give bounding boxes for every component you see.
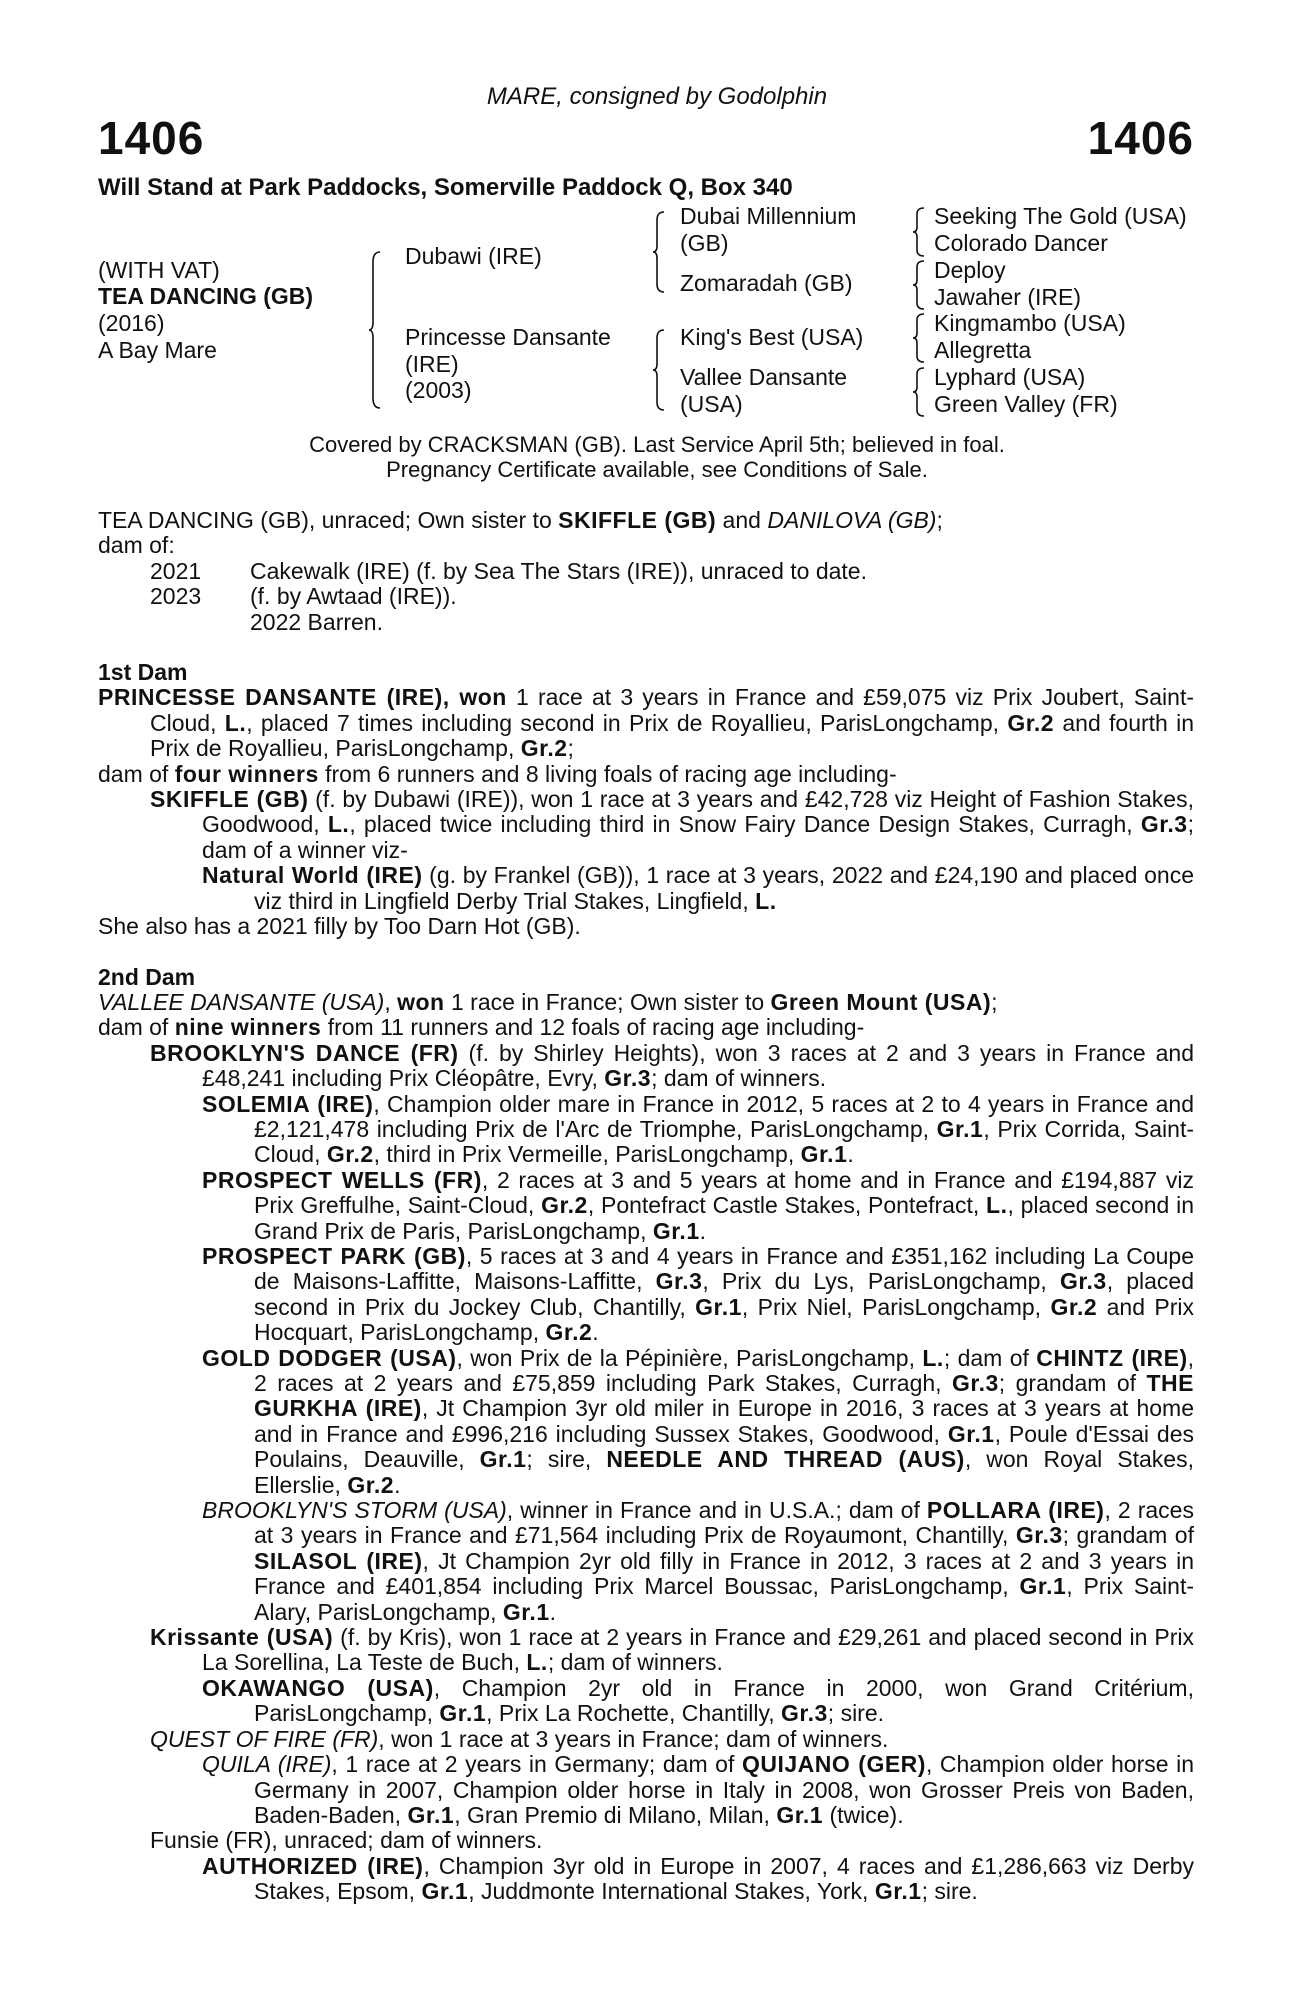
race-grade: Gr.3 (1015, 1522, 1063, 1549)
vat-note: (WITH VAT) (98, 257, 220, 283)
first-dam-note: She also has a 2021 filly by Too Darn Hot (GB). (98, 913, 581, 940)
intro-and: and (716, 507, 768, 533)
race-grade: Gr.3 (952, 1370, 999, 1396)
race-grade: Gr.1 (874, 1878, 922, 1905)
produce-name: AUTHORIZED (IRE) (202, 1852, 424, 1879)
bracket-sd (912, 259, 928, 311)
produce-row (98, 610, 1194, 635)
lot-number-left: 1406 (98, 112, 205, 164)
sibling-name: Green Mount (USA) (770, 988, 992, 1015)
dam-name: VALLEE DANSANTE (USA) (98, 988, 385, 1015)
record-text: ; sire, (526, 1446, 607, 1473)
record-text: . (549, 1598, 557, 1625)
record-text: , Prix La Rochette, Chantilly, (486, 1700, 782, 1727)
dam-dam-line1: Vallee Dansante (680, 364, 848, 390)
horse-name: TEA DANCING (GB) (98, 283, 314, 309)
record-text: , 2 races at 3 years in France and £71,564 including Prix de Royaumont, Chantilly, (254, 1497, 1194, 1549)
race-grade: Gr.2 (347, 1471, 395, 1498)
race-grade: Gr.1 (421, 1878, 469, 1905)
race-grade: Gr.2 (1007, 709, 1055, 736)
stabling-location: Will Stand at Park Paddocks, Somerville Paddock Q, Box 340 (98, 174, 793, 201)
record-text: dam of (98, 760, 175, 787)
record-text: 1 race in France; Own sister to (444, 988, 771, 1015)
produce-text: Cakewalk (IRE) (f. by Sea The Stars (IRE)), unraced to date. (250, 557, 867, 584)
record-text: , won Prix de la Pépinière, ParisLongchamp, (456, 1344, 923, 1371)
record-text: , Gran Premio di Milano, Milan, (454, 1801, 777, 1828)
sire-bracket (652, 210, 668, 294)
horse-description: A Bay Mare (98, 337, 217, 363)
record-text: , 2 races at 3 and 5 years at home and in France and £194,887 viz Prix Greffulhe, Saint-Cloud, (254, 1166, 1194, 1219)
record-text: . (847, 1141, 854, 1168)
produce-entry (202, 1346, 1194, 1498)
sire-dam: Zomaradah (GB) (680, 270, 853, 296)
winners-count: nine winners (174, 1014, 322, 1041)
record-text: , Champion 2yr old in France in 2000, won Grand Critérium, ParisLongchamp, (254, 1674, 1194, 1727)
record-text: , Juddmonte International Stakes, York, (468, 1878, 875, 1905)
sister-name-2: DANILOVA (GB) (767, 507, 937, 533)
produce-name: GOLD DODGER (USA) (202, 1344, 457, 1371)
record-text: , Champion 3yr old in Europe in 2007, 4 races and £1,286,663 viz Derby Stakes, Epsom, (254, 1852, 1194, 1905)
dam-name-line2: (IRE) (405, 351, 459, 377)
record-text: , Prix Niel, ParisLongchamp, (741, 1293, 1051, 1320)
intro-semicolon: ; (936, 507, 943, 533)
record-text: and fourth in Prix de Royallieu, ParisLongchamp, (150, 709, 1195, 762)
race-grade: Gr.1 (1019, 1573, 1067, 1600)
produce-name: QUIJANO (GER) (741, 1751, 926, 1778)
produce-name: CHINTZ (IRE) (1036, 1344, 1188, 1371)
record-text: ; (567, 735, 574, 762)
produce-name: THE GURKHA (IRE) (254, 1370, 1194, 1422)
record-text: , placed second in Prix du Jockey Club, Chantilly, (254, 1268, 1194, 1320)
race-grade: L. (327, 811, 350, 838)
produce-text: 2022 Barren. (250, 608, 383, 635)
record-text: , placed second in Grand Prix de Paris, ParisLongchamp, (254, 1192, 1194, 1244)
produce-name: SILASOL (IRE) (254, 1547, 423, 1574)
produce-name: Krissante (USA) (150, 1624, 334, 1651)
race-grade: Gr.1 (479, 1446, 527, 1473)
sire-sire-line2: (GB) (680, 230, 729, 256)
record-text: dam of (98, 1014, 175, 1041)
race-grade: Gr.1 (652, 1217, 700, 1244)
first-dam-produce-summary (98, 762, 1194, 787)
produce-name: PROSPECT PARK (GB) (202, 1242, 466, 1269)
ddd: Green Valley (FR) (934, 391, 1118, 417)
foaling-year: (2016) (98, 310, 165, 336)
race-grade: Gr.2 (1050, 1293, 1098, 1320)
race-grade: L. (986, 1192, 1008, 1219)
record-text: , Jt Champion 3yr old miler in Europe in 2016, 3 races at 3 years at home and in France and £996,216 including Sussex Stakes, Goodwood, (254, 1395, 1195, 1447)
certificate-line: Pregnancy Certificate available, see Conditions of Sale. (386, 457, 928, 482)
record-text: , placed twice including third in Snow Fairy Dance Design Stakes, Curragh, (349, 811, 1141, 838)
produce-name: PROSPECT WELLS (FR) (202, 1166, 482, 1193)
dam-name-line3: (2003) (405, 377, 472, 403)
record-text: , Champion older horse in Germany in 2007, Champion older horse in Italy in 2008, won Grosser Preis von Baden, Baden-Baden, (254, 1751, 1194, 1828)
race-grade: Gr.3 (604, 1065, 652, 1092)
dam-bracket (652, 328, 668, 412)
race-grade: Gr.2 (326, 1141, 374, 1168)
produce-name: POLLARA (IRE) (926, 1497, 1105, 1524)
record-text: , Prix Corrida, Saint-Cloud, (254, 1115, 1194, 1168)
race-grade: Gr.1 (947, 1420, 995, 1447)
dam-of-label: dam of: (98, 532, 175, 559)
race-grade: Gr.1 (407, 1801, 455, 1828)
produce-entry (202, 1092, 1194, 1168)
produce-entry (202, 1244, 1194, 1346)
catalogue-body (98, 508, 1194, 1905)
ssd: Colorado Dancer (934, 230, 1108, 256)
race-grade: Gr.3 (655, 1268, 703, 1295)
covering-line: Covered by CRACKSMAN (GB). Last Service April 5th; believed in foal. (309, 432, 1005, 457)
second-dam-record (98, 990, 1194, 1015)
produce-name: OKAWANGO (USA) (202, 1674, 434, 1701)
record-text: , won 1 race at 3 years in France; dam of winners. (378, 1725, 889, 1752)
dam-dam-line2: (USA) (680, 391, 743, 417)
race-grade: Gr.2 (520, 735, 568, 762)
race-grade: L. (755, 887, 777, 914)
produce-name: NEEDLE AND THREAD (AUS) (606, 1446, 965, 1473)
record-text: , winner in France and in U.S.A.; dam of (506, 1497, 927, 1524)
record-text: (g. by Frankel (GB)), 1 race at 3 years, 2022 and £24,190 and placed once viz third in Lingfield Derby Trial Stakes, Lingfield, (254, 862, 1194, 914)
produce-entry (202, 1168, 1194, 1244)
record-text: , Prix du Lys, ParisLongchamp, (702, 1268, 1060, 1295)
record-text: . (699, 1217, 707, 1244)
race-grade: L. (526, 1649, 548, 1676)
produce-entry (150, 1625, 1194, 1676)
race-grade: Gr.1 (800, 1141, 848, 1168)
race-grade: L. (922, 1344, 944, 1371)
record-text: , Champion older mare in France in 2012, 5 races at 2 to 4 years in France and £2,121,478 including Prix de l'Arc de Triomphe, ParisLongchamp, (254, 1090, 1194, 1142)
produce-entry (202, 1854, 1194, 1905)
produce-name: QUILA (IRE) (202, 1751, 332, 1778)
produce-name: QUEST OF FIRE (FR) (150, 1725, 379, 1752)
produce-name: SKIFFLE (GB) (150, 786, 309, 813)
record-text: ; sire. (921, 1878, 978, 1905)
record-text: , third in Prix Vermeille, ParisLongchamp, (373, 1141, 801, 1168)
record-text: ; sire. (827, 1700, 885, 1727)
race-grade: Gr.1 (502, 1598, 550, 1625)
produce-name: Natural World (IRE) (202, 862, 423, 889)
sdd: Jawaher (IRE) (934, 284, 1081, 310)
record-text: ; dam of (943, 1344, 1037, 1371)
produce-entry (202, 863, 1194, 914)
covering-note (0, 432, 1314, 482)
dam-name: PRINCESSE DANSANTE (IRE), won (98, 684, 507, 711)
race-grade: Gr.1 (936, 1115, 984, 1142)
winners-count: four winners (174, 760, 319, 787)
race-grade: L. (224, 709, 247, 736)
record-text: ; grandam of (1062, 1522, 1194, 1549)
dam-sire: King's Best (USA) (680, 324, 864, 350)
race-grade: Gr.1 (776, 1801, 824, 1828)
bracket-dd (912, 366, 928, 418)
intro-paragraph (98, 508, 1194, 533)
produce-name: BROOKLYN'S STORM (USA) (202, 1497, 507, 1524)
produce-entry (202, 1676, 1194, 1727)
intro-text: TEA DANCING (GB), unraced; Own sister to (98, 507, 559, 533)
record-text: , Pontefract Castle Stakes, Pontefract, (587, 1192, 987, 1219)
sss: Seeking The Gold (USA) (934, 203, 1187, 229)
lot-number-right: 1406 (1087, 112, 1194, 164)
race-grade: Gr.2 (545, 1319, 593, 1346)
record-text: (twice). (823, 1801, 904, 1828)
sire-name: Dubawi (IRE) (405, 243, 542, 269)
record-text: , placed 7 times including second in Prix de Royallieu, ParisLongchamp, (246, 709, 1008, 736)
record-text: and Prix Hocquart, ParisLongchamp, (254, 1293, 1194, 1346)
first-dam-heading: 1st Dam (98, 659, 188, 686)
record-text: ; dam of winners. (547, 1649, 723, 1676)
dsd: Allegretta (934, 337, 1032, 363)
produce-text: (f. by Awtaad (IRE)). (250, 583, 457, 610)
record-text: from 11 runners and 12 foals of racing age including- (321, 1014, 865, 1041)
produce-entry (150, 1041, 1194, 1092)
consignor-line: MARE, consigned by Godolphin (486, 83, 828, 110)
produce-name: BROOKLYN'S DANCE (FR) (150, 1039, 459, 1066)
pedigree-table (0, 0, 1314, 440)
record-text: , Prix Saint-Alary, ParisLongchamp, (254, 1573, 1194, 1625)
race-grade: Gr.1 (695, 1293, 742, 1320)
record-text: , 5 races at 3 and 4 years in France and £351,162 including La Coupe de Maisons-Laffitte, Maisons-Laffitte, (254, 1242, 1195, 1295)
produce-row (98, 584, 1194, 609)
record-text: , 1 race at 2 years in Germany; dam of (331, 1751, 742, 1778)
record-text: (f. by Dubawi (IRE)), won 1 race at 3 years and £42,728 viz Height of Fashion Stakes, Goodwood, (202, 786, 1194, 838)
record-text: (f. by Shirley Heights), won 3 races at 2 and 3 years in France and £48,241 including Prix Cléopâtre, Evry, (202, 1039, 1194, 1092)
produce-entry (202, 1752, 1194, 1828)
produce-year: 2021 (150, 557, 202, 584)
race-grade: Gr.1 (439, 1700, 487, 1727)
record-text: , won Royal Stakes, Ellerslie, (254, 1446, 1194, 1498)
produce-entry (150, 787, 1194, 863)
record-text: (f. by Kris), won 1 race at 2 years in France and £29,261 and placed second in Prix La Sorellina, La Teste de Buch, (202, 1624, 1194, 1676)
record-text: ; grandam of (998, 1370, 1147, 1396)
record-text: . (592, 1319, 599, 1346)
produce-entry (150, 1727, 1194, 1752)
produce-entry: Funsie (FR), unraced; dam of winners. (150, 1827, 543, 1854)
sire-sire-line1: Dubai Millennium (680, 203, 857, 229)
sds: Deploy (934, 257, 1006, 283)
second-dam-heading: 2nd Dam (98, 963, 196, 990)
dss: Kingmambo (USA) (934, 310, 1126, 336)
dds: Lyphard (USA) (934, 364, 1086, 390)
first-dam-record (98, 685, 1194, 761)
race-grade: Gr.3 (1059, 1268, 1107, 1295)
dam-name-line1: Princesse Dansante (405, 324, 611, 350)
record-text: , (384, 988, 398, 1015)
record-text: from 6 runners and 8 living foals of racing age including- (318, 760, 897, 787)
record-text: ; (991, 988, 998, 1015)
record-text: . (394, 1471, 401, 1498)
record-text: ; dam of a winner viz- (202, 811, 1194, 863)
produce-year: 2023 (150, 583, 202, 610)
record-text: 1 race at 3 years in France and £59,075 viz Prix Joubert, Saint-Cloud, (150, 684, 1194, 736)
produce-row (98, 559, 1194, 584)
second-dam-produce-summary (98, 1015, 1194, 1040)
bracket-ds (912, 312, 928, 364)
sister-name: SKIFFLE (GB) (558, 507, 717, 533)
record-text: , 2 races at 2 years and £75,859 including Park Stakes, Curragh, (254, 1344, 1194, 1396)
produce-year (98, 610, 250, 635)
record-text: , Poule d'Essai des Poulains, Deauville, (254, 1420, 1194, 1473)
produce-name: SOLEMIA (IRE) (202, 1090, 374, 1117)
main-bracket (368, 250, 384, 410)
record-text: won (397, 988, 445, 1015)
bracket-ss (912, 206, 928, 258)
record-text: , Jt Champion 2yr old filly in France in 2012, 3 races at 2 and 3 years in France and £401,854 including Prix Marcel Boussac, ParisLongchamp, (254, 1547, 1194, 1600)
race-grade: Gr.2 (541, 1192, 588, 1219)
record-text: ; dam of winners. (651, 1065, 827, 1092)
race-grade: Gr.3 (781, 1700, 828, 1727)
produce-entry (202, 1498, 1194, 1625)
race-grade: Gr.3 (1140, 811, 1188, 838)
